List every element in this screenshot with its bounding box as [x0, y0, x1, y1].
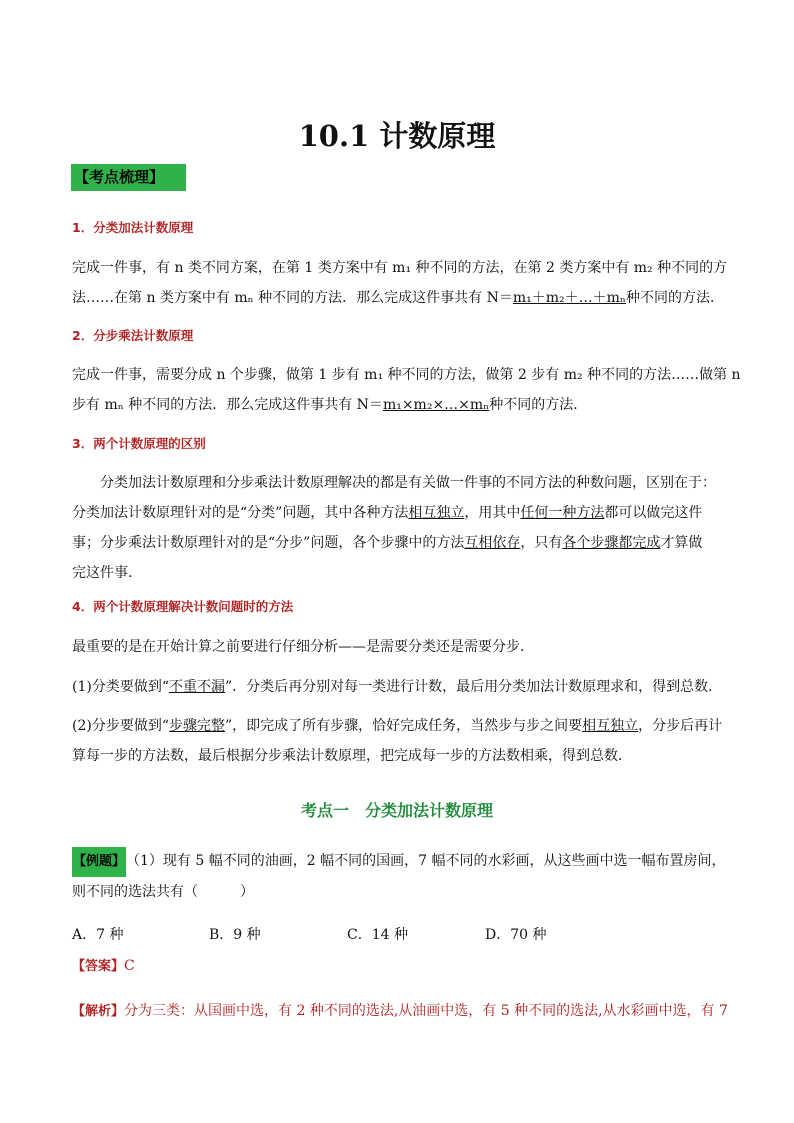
- text-span: 都可以做完这件: [604, 505, 703, 521]
- text-span: ”．分类后再分别对每一类进行计数，最后用分类加法计数原理求和，得到总数．: [225, 679, 723, 695]
- heading-problem-methods: 4．两个计数原理解决计数问题时的方法: [72, 599, 294, 614]
- text-line: [72, 672, 724, 702]
- text-line: [72, 390, 724, 420]
- text-line: 完这件事．: [72, 565, 142, 581]
- paragraph-problem-methods: [72, 632, 724, 662]
- underlined-text: 相互独立: [408, 505, 465, 521]
- heading-multiplication-principle: 2．分步乘法计数原理: [72, 328, 194, 343]
- underlined-text: 各个步骤都完成: [562, 535, 661, 551]
- option-b: B．9 种: [209, 927, 261, 943]
- paragraph-principle-difference: [72, 468, 724, 588]
- underlined-text: 相互独立: [582, 718, 639, 734]
- text-line: [72, 846, 724, 877]
- text-span: 种不同的方法．: [625, 290, 724, 306]
- text-line: 分类加法计数原理和分步乘法计数原理解决的都是有关做一件事的不同方法的种数问题，区别在于：: [100, 475, 716, 491]
- example-tag: 【例题】: [72, 847, 126, 877]
- paragraph-addition-principle: [72, 253, 728, 313]
- option-c: C．14 种: [347, 927, 408, 943]
- text-line: 完成一件事，有 n 类不同方案，在第 1 类方案中有 m₁ 种不同的方法，在第 2 类方案中有 m₂ 种不同的方: [72, 260, 728, 276]
- text-line: 完成一件事，需要分成 n 个步骤，做第 1 步有 m₁ 种不同的方法，做第 2 步有 m₂ 种不同的方法……做第 n: [72, 367, 741, 383]
- page-title: 10.1 计数原理: [298, 119, 496, 153]
- text-line: 最重要的是在开始计算之前要进行仔细分析——是需要分类还是需要分步．: [72, 639, 534, 655]
- underlined-text: 步骤完整: [169, 718, 225, 734]
- text-span: 事；分步乘法计数原理针对的是“分步”问题，各个步骤中的方法: [72, 535, 465, 551]
- text-span: 分类加法计数原理针对的是“分类”问题，其中各种方法: [72, 505, 409, 521]
- text-line: 则不同的选法共有（ ）: [72, 884, 254, 900]
- underlined-text: 不重不漏: [169, 679, 225, 695]
- text-line: [72, 951, 724, 982]
- analysis-line: [72, 996, 728, 1027]
- analysis-text: 分为三类：从国画中选，有 2 种不同的选法,从油画中选，有 5 种不同的选法,从水彩画中选，有 7: [124, 1003, 728, 1019]
- formula-sum: m₁＋m₂＋…＋mₙ: [512, 290, 626, 306]
- option-d: D．70 种: [485, 927, 547, 943]
- text-span: 才算做: [660, 535, 703, 551]
- option-a: A．7 种: [72, 927, 124, 943]
- text-span: 法……在第 n 类方案中有 mₙ 种不同的方法．那么完成这件事共有 N＝: [72, 290, 513, 306]
- text-line: 算每一步的方法数，最后根据分步乘法计数原理，把完成每一步的方法数相乘，得到总数．: [72, 748, 632, 764]
- paragraph-multiplication-principle: [72, 360, 741, 420]
- text-span: (2)分步要做到“: [72, 718, 169, 734]
- formula-product: m₁×m₂×…×mₙ: [382, 397, 490, 413]
- answer-label: 【答案】: [72, 959, 125, 974]
- text-span: ，分步后再计: [638, 718, 723, 734]
- text-span: 步有 mₙ 种不同的方法．那么完成这件事共有 N＝: [72, 397, 383, 413]
- heading-addition-principle: 1．分类加法计数原理: [72, 220, 194, 235]
- text-line: [72, 711, 724, 741]
- example-question: [72, 846, 724, 907]
- analysis-label: 【解析】: [72, 1004, 125, 1019]
- paragraph-step-rule: [72, 711, 724, 771]
- answer-value: C: [124, 958, 135, 974]
- underlined-text: 任何一种方法: [520, 505, 605, 521]
- text-span: (1)分类要做到“: [72, 679, 169, 695]
- text-line: [72, 498, 724, 528]
- text-span: ，只有: [520, 535, 563, 551]
- text-span: 种不同的方法．: [489, 397, 588, 413]
- text-span: ，用其中: [464, 505, 521, 521]
- paragraph-classification-rule: [72, 672, 724, 702]
- text-line: [72, 528, 724, 558]
- text-line: [72, 996, 728, 1027]
- text-span: ”，即完成了所有步骤，恰好完成任务，当然步与步之间要: [225, 718, 583, 734]
- answer-line: [72, 951, 724, 982]
- key-points-tag: 【考点梳理】: [71, 164, 186, 191]
- underlined-text: 互相依存: [464, 535, 521, 551]
- section-heading: 考点一 分类加法计数原理: [300, 801, 493, 820]
- text-line: [72, 283, 724, 313]
- text-span: （1）现有 5 幅不同的油画，2 幅不同的国画，7 幅不同的水彩画，从这些画中选一幅布置房间，: [126, 853, 726, 869]
- heading-principle-difference: 3．两个计数原理的区别: [72, 436, 206, 451]
